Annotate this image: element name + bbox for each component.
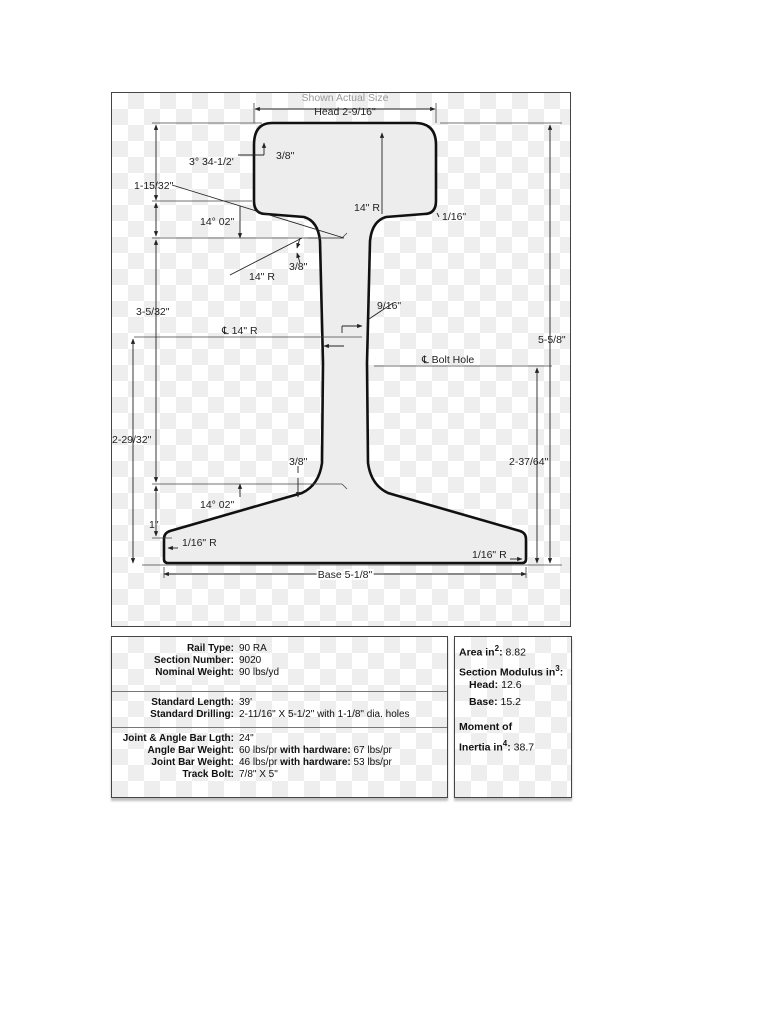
spec-label: Joint & Angle Bar Lgth: xyxy=(122,733,234,744)
dim-web-thickness: 9/16" xyxy=(377,300,402,312)
dim-base-top-angle: 14° 02" xyxy=(200,499,235,511)
spec-value: 7/8" X 5" xyxy=(239,769,278,780)
spec-value-with-hardware: 67 lbs/pr xyxy=(353,745,392,756)
rail-profile-drawing xyxy=(111,92,571,627)
dim-web-center-radius: ℄ 14" R xyxy=(222,325,258,337)
spec-row-standard-length xyxy=(112,697,447,709)
spec-label: Standard Length: xyxy=(151,697,234,708)
spec-label: Nominal Weight: xyxy=(155,667,234,678)
prop-modulus-label: Section Modulus in xyxy=(459,666,556,679)
dim-web-fillet-top-radius: 14" R xyxy=(249,271,275,283)
spec-value: 9020 xyxy=(239,655,262,666)
dim-web-fillet-bottom-3-8: 3/8" xyxy=(289,456,308,468)
spec-label: Track Bolt: xyxy=(182,769,234,780)
spec-label: Joint Bar Weight: xyxy=(151,757,234,768)
dim-base-width: Base 5-1/8" xyxy=(317,569,373,581)
spec-value-base: 60 lbs/pr xyxy=(239,745,278,756)
prop-section-modulus: Section Modulus $in^3$: xyxy=(459,664,564,679)
rail-profile-svg xyxy=(112,93,571,627)
spec-value: 90 lbs/yd xyxy=(239,667,280,678)
dim-head-under-angle: 14° 02" xyxy=(200,216,235,228)
spec-group-length xyxy=(112,691,447,721)
dim-head-corner-1-16: 1/16" xyxy=(442,211,467,223)
spec-row-angle-bar-weight xyxy=(112,745,447,757)
prop-area-label: Area in xyxy=(459,646,495,659)
spec-group-identity xyxy=(112,643,447,679)
prop-moment-text: Moment of xyxy=(459,721,513,733)
dim-2-29-32: 2-29/32" xyxy=(112,434,152,446)
spec-row-nominal-weight xyxy=(112,667,447,679)
dim-1-15-32: 1-15/32" xyxy=(134,180,174,192)
dim-head-corner-3-8: 3/8" xyxy=(276,150,295,162)
prop-area-exponent: 2 xyxy=(494,644,500,653)
spec-label: Section Number: xyxy=(153,655,234,666)
spec-value: 39' xyxy=(239,697,253,708)
spec-label: Angle Bar Weight: xyxy=(147,745,234,756)
spec-value: 90 RA xyxy=(239,643,267,654)
prop-head-value: 12.6 xyxy=(501,679,522,691)
spec-value: 24" xyxy=(239,733,254,744)
dim-bolt-hole: ℄ Bolt Hole xyxy=(422,354,475,366)
prop-head-label: Head: xyxy=(469,679,499,691)
spec-value xyxy=(239,745,392,757)
prop-base xyxy=(459,696,521,708)
spec-row-rail-type xyxy=(112,643,447,655)
dim-base-edge-1: 1" xyxy=(149,519,159,531)
dim-head-radius: 14" R xyxy=(354,202,380,214)
dim-total-height: 5-5/8" xyxy=(538,334,566,346)
spec-value-hardware-label: with hardware: xyxy=(280,757,351,768)
spec-label: Standard Drilling: xyxy=(150,709,234,720)
prop-inertia-exponent: 4 xyxy=(502,739,508,748)
prop-head xyxy=(459,679,522,691)
dim-base-corner-left: 1/16" R xyxy=(182,537,217,549)
dim-head-width: Head 2-9/16" xyxy=(314,106,376,118)
prop-base-value: 15.2 xyxy=(500,696,521,708)
prop-area-value: 8.82 xyxy=(505,646,526,659)
spec-label: Rail Type: xyxy=(186,643,234,654)
caption-shown-actual-size: Shown Actual Size xyxy=(301,93,389,104)
dim-web-fillet-top-3-8: 3/8" xyxy=(289,261,308,273)
spec-row-joint-bar-weight xyxy=(112,757,447,769)
prop-inertia: Inertia $in^4$: 38.7 xyxy=(459,739,535,754)
spec-row-joint-angle-bar-length xyxy=(112,733,447,745)
spec-value-base: 46 lbs/pr xyxy=(239,757,278,768)
prop-moment-label xyxy=(459,721,512,733)
dim-2-37-64: 2-37/64" xyxy=(509,456,549,468)
spec-value-with-hardware: 53 lbs/pr xyxy=(353,757,392,768)
spec-value-hardware-label: with hardware: xyxy=(280,745,351,756)
spec-row-track-bolt xyxy=(112,769,447,781)
rail-outline xyxy=(164,123,526,563)
dim-3-5-32: 3-5/32" xyxy=(136,306,170,318)
section-properties-panel xyxy=(454,636,572,798)
spec-row-standard-drilling xyxy=(112,709,447,721)
prop-modulus-exponent: 3 xyxy=(555,664,560,673)
prop-area: Area $in^2$: 8.82 xyxy=(459,644,526,659)
prop-base-label: Base: xyxy=(469,696,498,708)
prop-inertia-value: 38.7 xyxy=(513,741,535,754)
rail-specifications-panel xyxy=(111,636,448,798)
dim-head-top-angle: 3° 34-1/2' xyxy=(189,156,234,168)
prop-inertia-label: Inertia in xyxy=(459,741,503,754)
spec-group-joint-bars xyxy=(112,727,447,781)
spec-row-section-number xyxy=(112,655,447,667)
spec-value: 2-11/16" X 5-1/2" with 1-1/8" dia. holes xyxy=(239,709,410,720)
dim-base-corner-right: 1/16" R xyxy=(472,549,507,561)
spec-value xyxy=(239,757,392,769)
